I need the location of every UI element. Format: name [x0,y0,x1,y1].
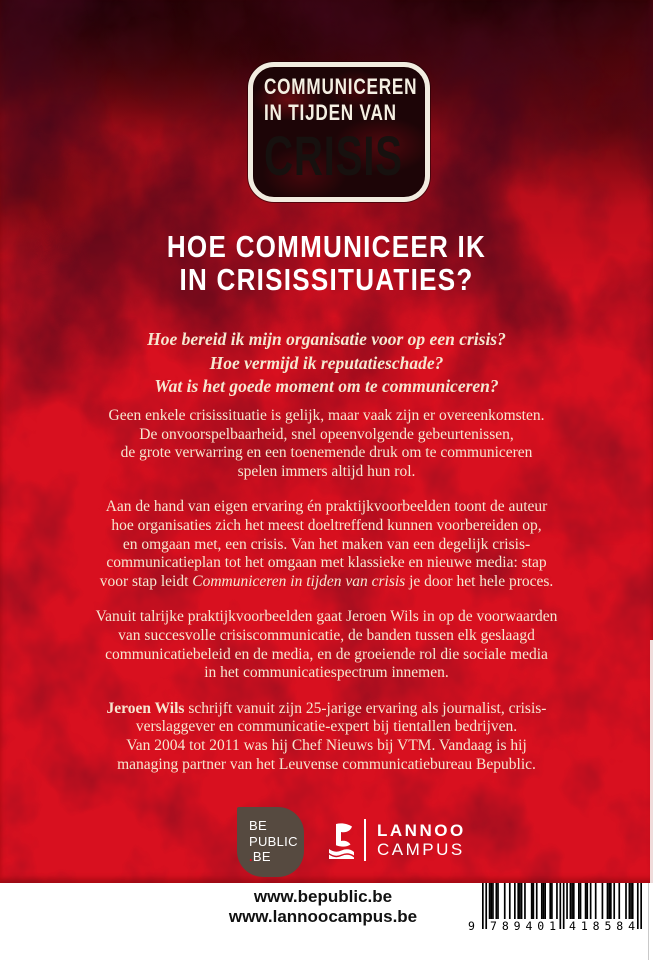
heading-line-1: HOE COMMUNICEER IK [166,229,487,264]
lannoo-line-1: LANNOO [377,821,466,840]
bepublic-line-2: PUBLIC [249,833,298,849]
paragraph-line: hoe organisaties zich het meest doeltreffend kunnen voorbereiden op, [111,516,542,534]
badge-title-crisis: CRISIS [264,124,403,187]
back-cover-heading [0,230,653,296]
isbn-barcode [468,883,648,937]
badge-line-2: IN TIJDEN VAN [264,100,397,125]
lannoo-line-2: CAMPUS [377,840,465,859]
question-2: Hoe vermijd ik reputatieschade? [209,352,444,373]
paragraph-line: De onvoorspelbaarheid, snel opeenvolgende gebeurtenissen, [139,425,514,443]
paragraph-line: verslaggever en communicatie-expert bij tientallen bedrijven. [135,718,518,736]
badge-line-1: COMMUNICEREN [264,74,418,99]
body-copy [66,407,587,791]
paragraph-line: managing partner van het Leuvense communicatiebureau Bepublic. [117,755,536,773]
teaser-questions [0,328,653,399]
paragraph-line: spelen immers altijd hun rol. [237,462,416,480]
question-1: Hoe bereid ik mijn organisatie voor op een crisis? [147,329,506,349]
question-3: Wat is het goede moment om te communiceren? [154,376,499,396]
paragraph-line: communicatieplan tot het omgaan met klassieke en nieuwe media: stap [106,554,547,572]
paragraph-line: Van 2004 tot 2011 was hij Chef Nieuws bij VTM. Vandaag is hij [126,736,527,754]
heading-line-2: IN CRISISSITUATIES? [179,262,474,297]
paragraph-line: communicatiebeleid en de media, en de groeiende rol die sociale media [105,645,548,663]
paragraph [66,700,587,774]
crisis-title-badge [248,62,430,202]
paragraph-line: in het communicatiespectrum innemen. [204,664,449,682]
bepublic-line-1: BE [249,818,267,833]
paragraph [66,608,587,682]
paragraph-line: Aan de hand van eigen ervaring én praktijkvoorbeelden toont de auteur [105,498,548,516]
paragraph-line: voor stap leidt Communiceren in tijden van crisis je door het hele proces. [99,572,554,590]
barcode-digits-left: 7 8 9 4 0 1 [490,919,556,933]
lannoo-wordmark [377,821,466,859]
lannoo-mark-icon [328,823,355,859]
bepublic-line-3: .BE [249,849,271,864]
paragraph-line: Vanuit talrijke praktijkvoorbeelden gaat Jeroen Wils in op de voorwaarden [95,608,558,626]
bepublic-logo [237,807,304,877]
barcode-digits-right: 4 1 8 5 8 4 [569,919,635,933]
paragraph-line: en omgaan met, een crisis. Van het maken van een degelijk crisis- [122,535,531,553]
url-lannoocampus: www.lannoocampus.be [228,907,418,926]
paragraph [66,407,587,481]
book-page-edge [648,883,649,960]
paragraph-line: Jeroen Wils schrijft vanuit zijn 25-jarige ervaring als journalist, crisis- [106,699,547,717]
paragraph-line: van succesvolle crisiscommunicatie, de banden tussen elk geslaagd [118,626,535,644]
lannoo-divider [364,819,366,861]
lannoo-campus-logo [328,815,466,865]
barcode-digit-first: 9 [468,919,480,933]
bottom-strip [0,883,653,960]
paragraph [66,498,587,591]
bepublic-red-dot: . [249,849,253,864]
paragraph-line: de grote verwarring en een toenemende druk om te communiceren [120,444,533,462]
paragraph-line: Geen enkele crisissituatie is gelijk, maar vaak zijn er overeenkomsten. [108,407,545,424]
url-bepublic: www.bepublic.be [253,887,393,906]
